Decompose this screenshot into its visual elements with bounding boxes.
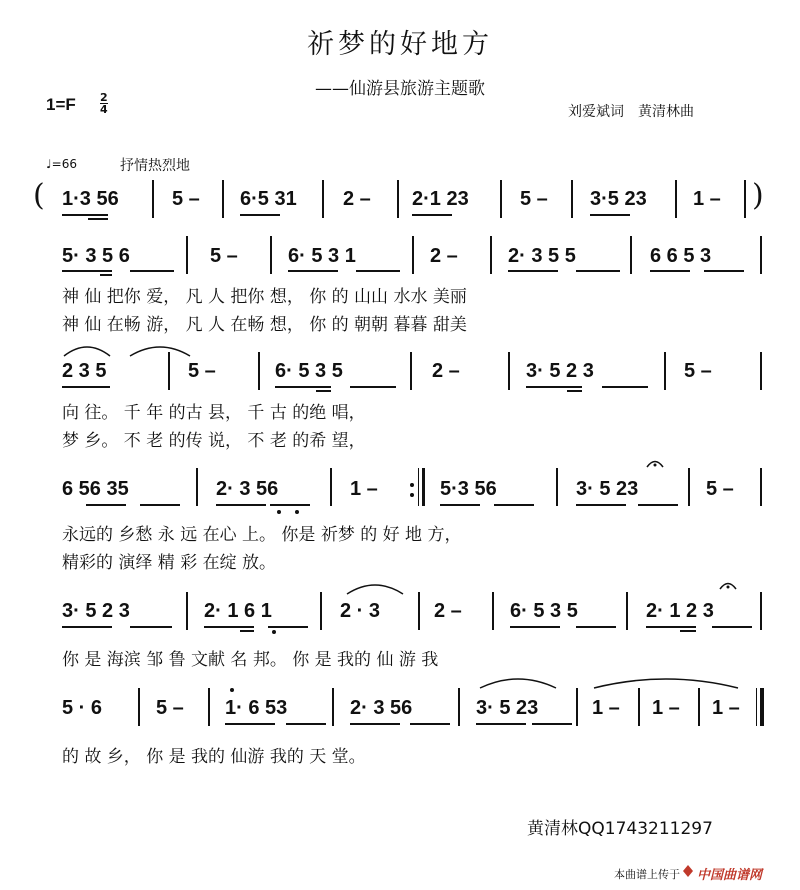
- barline: [744, 180, 746, 218]
- measure: 6 6 5 3: [650, 245, 712, 267]
- barline: [186, 236, 188, 274]
- final-barline: [756, 688, 757, 726]
- measure: 1·3 56: [62, 188, 119, 210]
- barline: [258, 352, 260, 390]
- barline: [760, 352, 762, 390]
- beam: [225, 723, 275, 725]
- barline: [698, 688, 700, 726]
- measure: 3· 5 2 3: [62, 600, 130, 622]
- measure: 5· 3 5 6: [62, 245, 130, 267]
- tempo-mark: ♩=66: [46, 157, 77, 171]
- beam: [216, 504, 266, 506]
- barline: [492, 592, 494, 630]
- repeat-dot: [410, 493, 414, 497]
- slur: [62, 344, 112, 358]
- barline: [196, 468, 198, 506]
- beam: [240, 630, 254, 632]
- beam: [140, 504, 180, 506]
- barline: [412, 236, 414, 274]
- upload-note: 本曲谱上传于: [614, 868, 680, 881]
- song-title: 祈梦的好地方: [307, 29, 493, 60]
- repeat-dot: [410, 483, 414, 487]
- beam: [712, 626, 752, 628]
- beam: [650, 270, 690, 272]
- barline: [630, 236, 632, 274]
- measure: 2· 3 56: [216, 478, 279, 500]
- beam: [476, 723, 526, 725]
- measure: 1 –: [350, 478, 378, 500]
- beam: [62, 626, 112, 628]
- measure: 5 –: [684, 360, 712, 382]
- time-signature-bottom: 4: [100, 103, 108, 116]
- measure: 5 –: [156, 697, 184, 719]
- barline: [500, 180, 502, 218]
- barline: [458, 688, 460, 726]
- low-octave-dot: [272, 630, 276, 634]
- open-paren: (: [33, 178, 45, 213]
- measure: 6·5 31: [240, 188, 297, 210]
- beam: [508, 270, 558, 272]
- expression-mark: 抒情热烈地: [120, 158, 190, 174]
- beam: [350, 386, 396, 388]
- barline: [688, 468, 690, 506]
- measure: 6 56 35: [62, 478, 129, 500]
- measure: 2 –: [430, 245, 458, 267]
- measure: 3· 5 2 3: [526, 360, 594, 382]
- measure: 2· 1 2 3: [646, 600, 714, 622]
- barline: [508, 352, 510, 390]
- song-subtitle: ——仙游县旅游主题歌: [315, 79, 485, 99]
- lyric-line-1: 神 仙 把你 爱， 凡 人 把你 想， 你 的 山山 水水 美丽: [62, 287, 467, 307]
- site-logo-icon: [682, 864, 694, 878]
- repeat-barline: [418, 468, 419, 506]
- measure: 3· 5 23: [476, 697, 539, 719]
- beam: [62, 270, 112, 272]
- barline: [576, 688, 578, 726]
- measure: 2· 1 6 1: [204, 600, 272, 622]
- lyric-line-1: 你 是 海滨 邹 鲁 文献 名 邦。 你 是 我的 仙 游 我: [62, 650, 439, 670]
- measure: 5 –: [172, 188, 200, 210]
- barline: [332, 688, 334, 726]
- barline: [418, 592, 420, 630]
- measure: 3· 5 23: [576, 478, 639, 500]
- beam: [130, 270, 174, 272]
- beam: [576, 626, 616, 628]
- beam: [88, 218, 108, 220]
- beam: [576, 504, 626, 506]
- barline: [760, 468, 762, 506]
- beam: [316, 390, 331, 392]
- beam: [270, 504, 310, 506]
- measure: 2· 3 56: [350, 697, 413, 719]
- fermata: [645, 458, 665, 468]
- measure: 2 · 3: [340, 600, 381, 622]
- barline: [168, 352, 170, 390]
- beam: [240, 214, 280, 216]
- measure: 6· 5 3 5: [275, 360, 343, 382]
- barline: [320, 592, 322, 630]
- beam: [412, 214, 452, 216]
- measure: 5 · 6: [62, 697, 103, 719]
- beam: [62, 214, 108, 216]
- barline: [626, 592, 628, 630]
- slur: [128, 344, 192, 358]
- close-paren: ): [752, 178, 764, 213]
- barline: [186, 592, 188, 630]
- site-logo[interactable]: 中国曲谱网: [697, 868, 763, 883]
- signature: 黄清林QQ1743211297: [527, 819, 713, 839]
- beam: [288, 270, 338, 272]
- repeat-barline: [422, 468, 425, 506]
- slur: [345, 582, 405, 596]
- measure: 1· 6 53: [225, 697, 288, 719]
- beam: [494, 504, 534, 506]
- beam: [510, 626, 560, 628]
- beam: [680, 630, 696, 632]
- barline: [760, 592, 762, 630]
- beam: [567, 390, 582, 392]
- lyric-line-1: 永远的 乡愁 永 远 在心 上。 你是 祈梦 的 好 地 方，: [62, 525, 462, 545]
- low-octave-dot: [277, 510, 281, 514]
- lyric-line-1: 向 往。 千 年 的古 县， 千 古 的绝 唱，: [62, 403, 366, 423]
- beam: [350, 723, 400, 725]
- measure: 2 –: [434, 600, 462, 622]
- measure: 3·5 23: [590, 188, 647, 210]
- measure: 2·1 23: [412, 188, 469, 210]
- lyric-line-1: 的 故 乡， 你 是 我的 仙游 我的 天 堂。: [62, 747, 366, 767]
- measure: 1 –: [712, 697, 740, 719]
- barline: [556, 468, 558, 506]
- measure: 2 3 5: [62, 360, 107, 382]
- measure: 2 –: [343, 188, 371, 210]
- measure: 2· 3 5 5: [508, 245, 576, 267]
- beam: [86, 504, 126, 506]
- beam: [356, 270, 400, 272]
- barline: [664, 352, 666, 390]
- lyric-line-2: 神 仙 在畅 游， 凡 人 在畅 想， 你 的 朝朝 暮暮 甜美: [62, 315, 467, 335]
- measure: 2 –: [432, 360, 460, 382]
- barline: [138, 688, 140, 726]
- measure: 5 –: [706, 478, 734, 500]
- measure: 6· 5 3 1: [288, 245, 356, 267]
- measure: 5 –: [210, 245, 238, 267]
- beam: [532, 723, 572, 725]
- measure: 5 –: [520, 188, 548, 210]
- measure: 5 –: [188, 360, 216, 382]
- barline: [270, 236, 272, 274]
- barline: [571, 180, 573, 218]
- beam: [576, 270, 620, 272]
- lyric-line-2: 精彩的 演绎 精 彩 在绽 放。: [62, 553, 277, 573]
- low-octave-dot: [295, 510, 299, 514]
- measure: 6· 5 3 5: [510, 600, 578, 622]
- beam: [100, 274, 112, 276]
- fermata: [718, 580, 738, 590]
- beam: [268, 626, 308, 628]
- beam: [646, 626, 696, 628]
- slur: [478, 676, 558, 690]
- final-barline: [760, 688, 764, 726]
- beam: [638, 504, 678, 506]
- beam: [275, 386, 331, 388]
- measure: 1 –: [693, 188, 721, 210]
- measure: 1 –: [592, 697, 620, 719]
- measure: 5·3 56: [440, 478, 497, 500]
- time-signature-top: 2: [100, 91, 108, 104]
- barline: [410, 352, 412, 390]
- barline: [397, 180, 399, 218]
- beam: [204, 626, 254, 628]
- barline: [208, 688, 210, 726]
- measure: 1 –: [652, 697, 680, 719]
- beam: [704, 270, 744, 272]
- slur: [592, 676, 740, 690]
- composer-credits: 刘爱斌词 黄清林曲: [568, 104, 694, 120]
- barline: [322, 180, 324, 218]
- beam: [130, 626, 172, 628]
- beam: [526, 386, 582, 388]
- barline: [222, 180, 224, 218]
- beam: [62, 386, 110, 388]
- beam: [602, 386, 648, 388]
- barline: [638, 688, 640, 726]
- barline: [675, 180, 677, 218]
- beam: [410, 723, 450, 725]
- time-signature: [100, 92, 108, 115]
- barline: [330, 468, 332, 506]
- beam: [440, 504, 480, 506]
- high-octave-dot: [230, 688, 234, 692]
- beam: [286, 723, 326, 725]
- key-signature: 1=F: [46, 95, 76, 114]
- beam: [590, 214, 630, 216]
- lyric-line-2: 梦 乡。 不 老 的传 说， 不 老 的希 望，: [62, 431, 366, 451]
- barline: [760, 236, 762, 274]
- barline: [490, 236, 492, 274]
- barline: [152, 180, 154, 218]
